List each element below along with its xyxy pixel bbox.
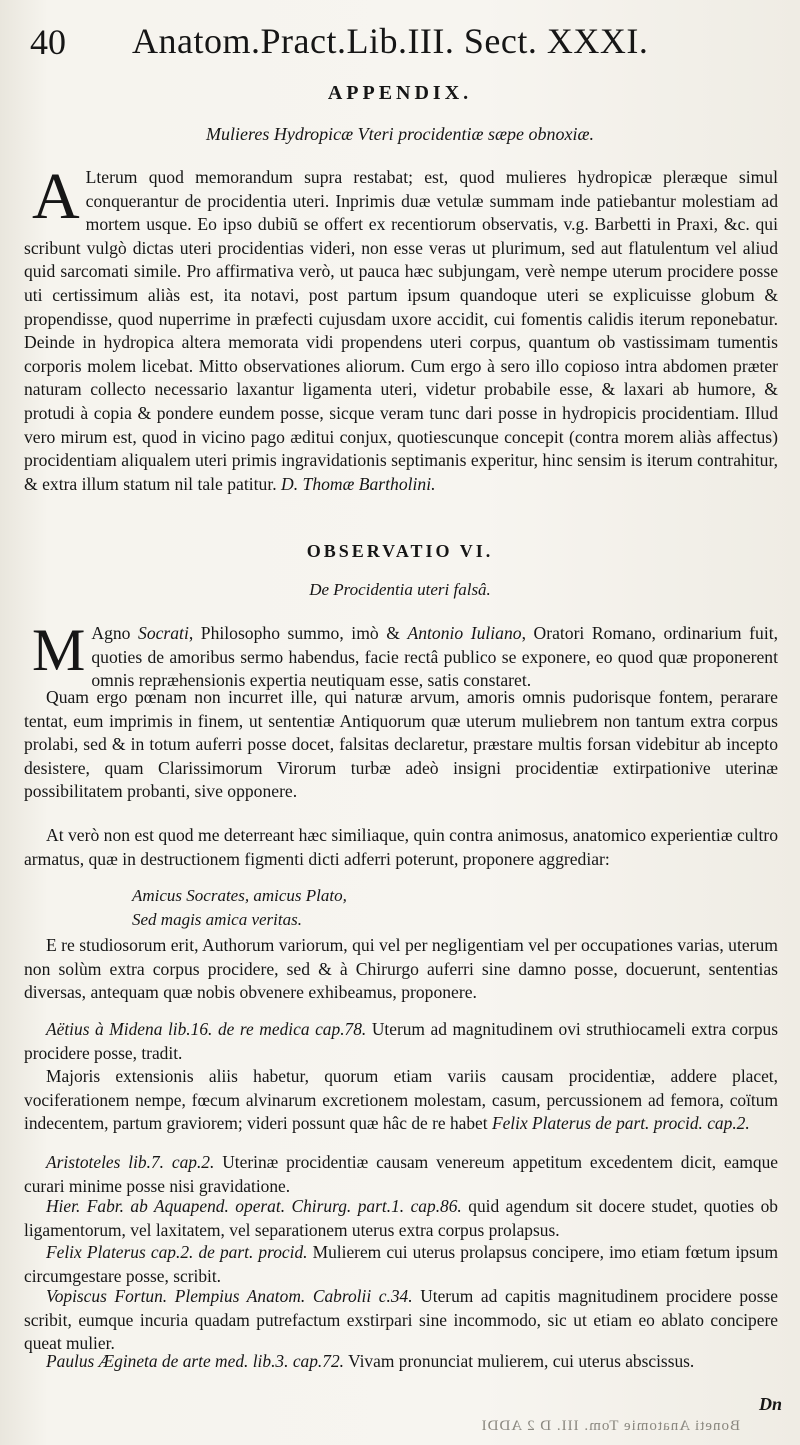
reference-text: Uterum ad capitis magnitudinem procidere posse scribit, eumque incuria quadam putrefactum exstirpari sine incommodo, sic ut etiam eo ablato concipere queat mulier. xyxy=(24,1286,778,1354)
drop-cap-a: A xyxy=(32,160,80,233)
reference-text: Mulierem cui uterus prolapsus concipere, imo etiam fœtum ipsum circumgestare posse, scribit. xyxy=(24,1242,778,1286)
text-run: , Philosopho summo, imò & xyxy=(188,623,408,643)
bleed-through-text: Boneti Anatomie Tom. III. D 2 ADDI xyxy=(480,1418,740,1434)
reference-source: Felix Platerus de part. procid. cap.2. xyxy=(491,1113,750,1134)
reference-text: Uterum ad magnitudinem ovi struthiocameli extra corpus procidere posse, tradit. xyxy=(24,1019,778,1063)
reference-aristoteles xyxy=(24,1151,778,1198)
observatio-paragraph-2: Quam ergo pœnam non incurret ille, qui naturæ arvum, amoris omnis pudorisque fontem, perarare tentat, eum imprimis in finem, ut sententiæ Antiquorum quæ uterum muliebrem non tantum extra corpus prolabi, sed & in totum auferri posse docet, falsitas declaretur, præstare multis forsan videbitur ab incepto desistere, quam Clarissimorum Virorum turbæ adeò insigni procidentiæ extirpationive uterinæ possibilitatem probanti, sive opponere. xyxy=(24,687,778,802)
verse-line-1: Amicus Socrates, amicus Plato, xyxy=(132,886,347,905)
page-number: 40 xyxy=(30,22,66,62)
reference-text: quid agendum sit docere studet, quoties ob ligamentorum, vel laxitatem, vel separationem uterus extra corpus prolapsus. xyxy=(24,1196,778,1240)
appendix-text: Lterum quod memorandum supra restabat; est, quod mulieres hydropicæ pleræque simul conquerantur de procidentia uteri. Inprimis duæ vetulæ summam inde patiebantur molestiam ad mortem usque. Eo ipso dubiũ se offert ex recentiorum observatis, v.g. Barbetti in Praxi, &c. qui scribunt vulgò dictas uteri procidentias videri, non esse veras ut plurimum, sed aut flatulentum vel aliud quid sarcomati simile. Pro affirmativa verò, ut pauca hæc subjungam, verè nempe uterum procidere posse uti certissimum aliàs est, ita notavi, post partum ipsum quandoque uteri se explicuisse globum & propendisse, quod nuperrime in præfecti cujusdam uxore accidit, cui fomentis calidis iterum reponebatur. Deinde in hydropica altera memorata vidi propendens uteri corpus, quantum ob vastissimam tumentis corporis molem licebat. Mitto observationes aliorum. Cum ergo à sero illo copioso intra abdomen præter naturam collecto necessario laxantur ligamenta uteri, videtur probabile esse, & laxari ab humore, & protudi à copia & pondere eundem posse, sicque veram tunc dari posse in hydropicis procidentiam. Illud vero mirum est, quod in vicino pago æditui conjux, quotiescunque concepit (contra morem aliàs affectus) procidentiam aliqualem uteri primis ingravidationis septimanis experitur, hinc sensim is iterum contrahitur, & extra illum statum nil tale patitur. xyxy=(24,167,778,494)
verse-quote xyxy=(132,884,347,932)
reference-source: Paulus Ægineta de arte med. lib.3. cap.72. xyxy=(46,1351,345,1371)
observatio-paragraph-3: At verò non est quod me deterreant hæc similiaque, quin contra animosus, anatomico experientiæ cultro armatus, quæ in destructionem figmenti dicti adferri poterunt, proponere aggrediar: xyxy=(24,825,778,869)
reference-text: Majoris extensionis aliis habetur, quorum etiam variis causam procidentiæ, addere placet, vociferationem nempe, fœcum alvinarum excretionem molestam, casum, percussionem ad femora, coïtum indecentem, partum graviorem; videri possunt quæ hâc de re habet xyxy=(24,1066,778,1134)
reference-platerus-causes xyxy=(24,1065,778,1136)
name-antonio-iuliano: Antonio Iuliano xyxy=(407,623,522,643)
observatio-subtitle: De Procidentia uteri falsâ. xyxy=(309,580,491,599)
reference-source: Aëtius à Midena lib.16. de re medica cap.78. xyxy=(46,1019,367,1039)
appendix-body xyxy=(24,160,778,496)
reference-plempius xyxy=(24,1285,778,1356)
verse-line-2: Sed magis amica veritas. xyxy=(132,910,302,929)
observatio-paragraph-1 xyxy=(24,617,779,693)
reference-text: Vivam pronunciat mulierem, cui uterus abscissus. xyxy=(344,1351,695,1371)
reference-paulus xyxy=(24,1350,778,1374)
text-run: Agno xyxy=(91,623,139,643)
page-header xyxy=(22,20,782,62)
reference-source: Hier. Fabr. ab Aquapend. operat. Chirurg. part.1. cap.86. xyxy=(46,1196,462,1216)
drop-cap-m: M xyxy=(32,617,86,683)
observatio-heading: OBSERVATIO VI. xyxy=(306,541,494,561)
appendix-heading: APPENDIX. xyxy=(327,82,473,104)
reference-source: Aristoteles lib.7. cap.2. xyxy=(46,1152,215,1172)
observatio-paragraph-4: E re studiosorum erit, Authorum variorum, qui vel per negligentiam vel per occupationes varias, uterum non solùm extra corpus procidere, sed & à Chirurgo auferri sine damno posse, docuerunt, sententias diversas, antequam quæ nobis obvenere exhibeamus, proponere. xyxy=(24,935,778,1003)
appendix-subtitle: Mulieres Hydropicæ Vteri procidentiæ sæpe obnoxiæ. xyxy=(206,124,594,144)
reference-fabricius xyxy=(24,1195,778,1242)
catchword: Dn xyxy=(758,1394,782,1414)
running-title: Anatom.Pract.Lib.III. Sect. XXXI. xyxy=(132,21,649,61)
text-run: , Oratori Romano, ordinarium fuit, quoties de amoribus sermo habendus, facie rectâ publico se exponere, eo quod quæ proponerent omnis repræhensionis expertia neutiquam esse, satis constaret. xyxy=(91,623,779,691)
name-socrates: Socrati xyxy=(138,623,189,643)
reference-source: Vopiscus Fortun. Plempius Anatom. Cabrolii c.34. xyxy=(46,1286,413,1306)
reference-source: Felix Platerus cap.2. de part. procid. xyxy=(46,1242,308,1262)
reference-aetius xyxy=(24,1018,778,1065)
reference-text: Uterinæ procidentiæ causam venereum appetitum excedentem dicit, eamque curari minime posse nisi gravidatione. xyxy=(24,1152,778,1196)
reference-platerus xyxy=(24,1241,778,1288)
appendix-signature: D. Thomæ Bartholini. xyxy=(281,473,436,494)
